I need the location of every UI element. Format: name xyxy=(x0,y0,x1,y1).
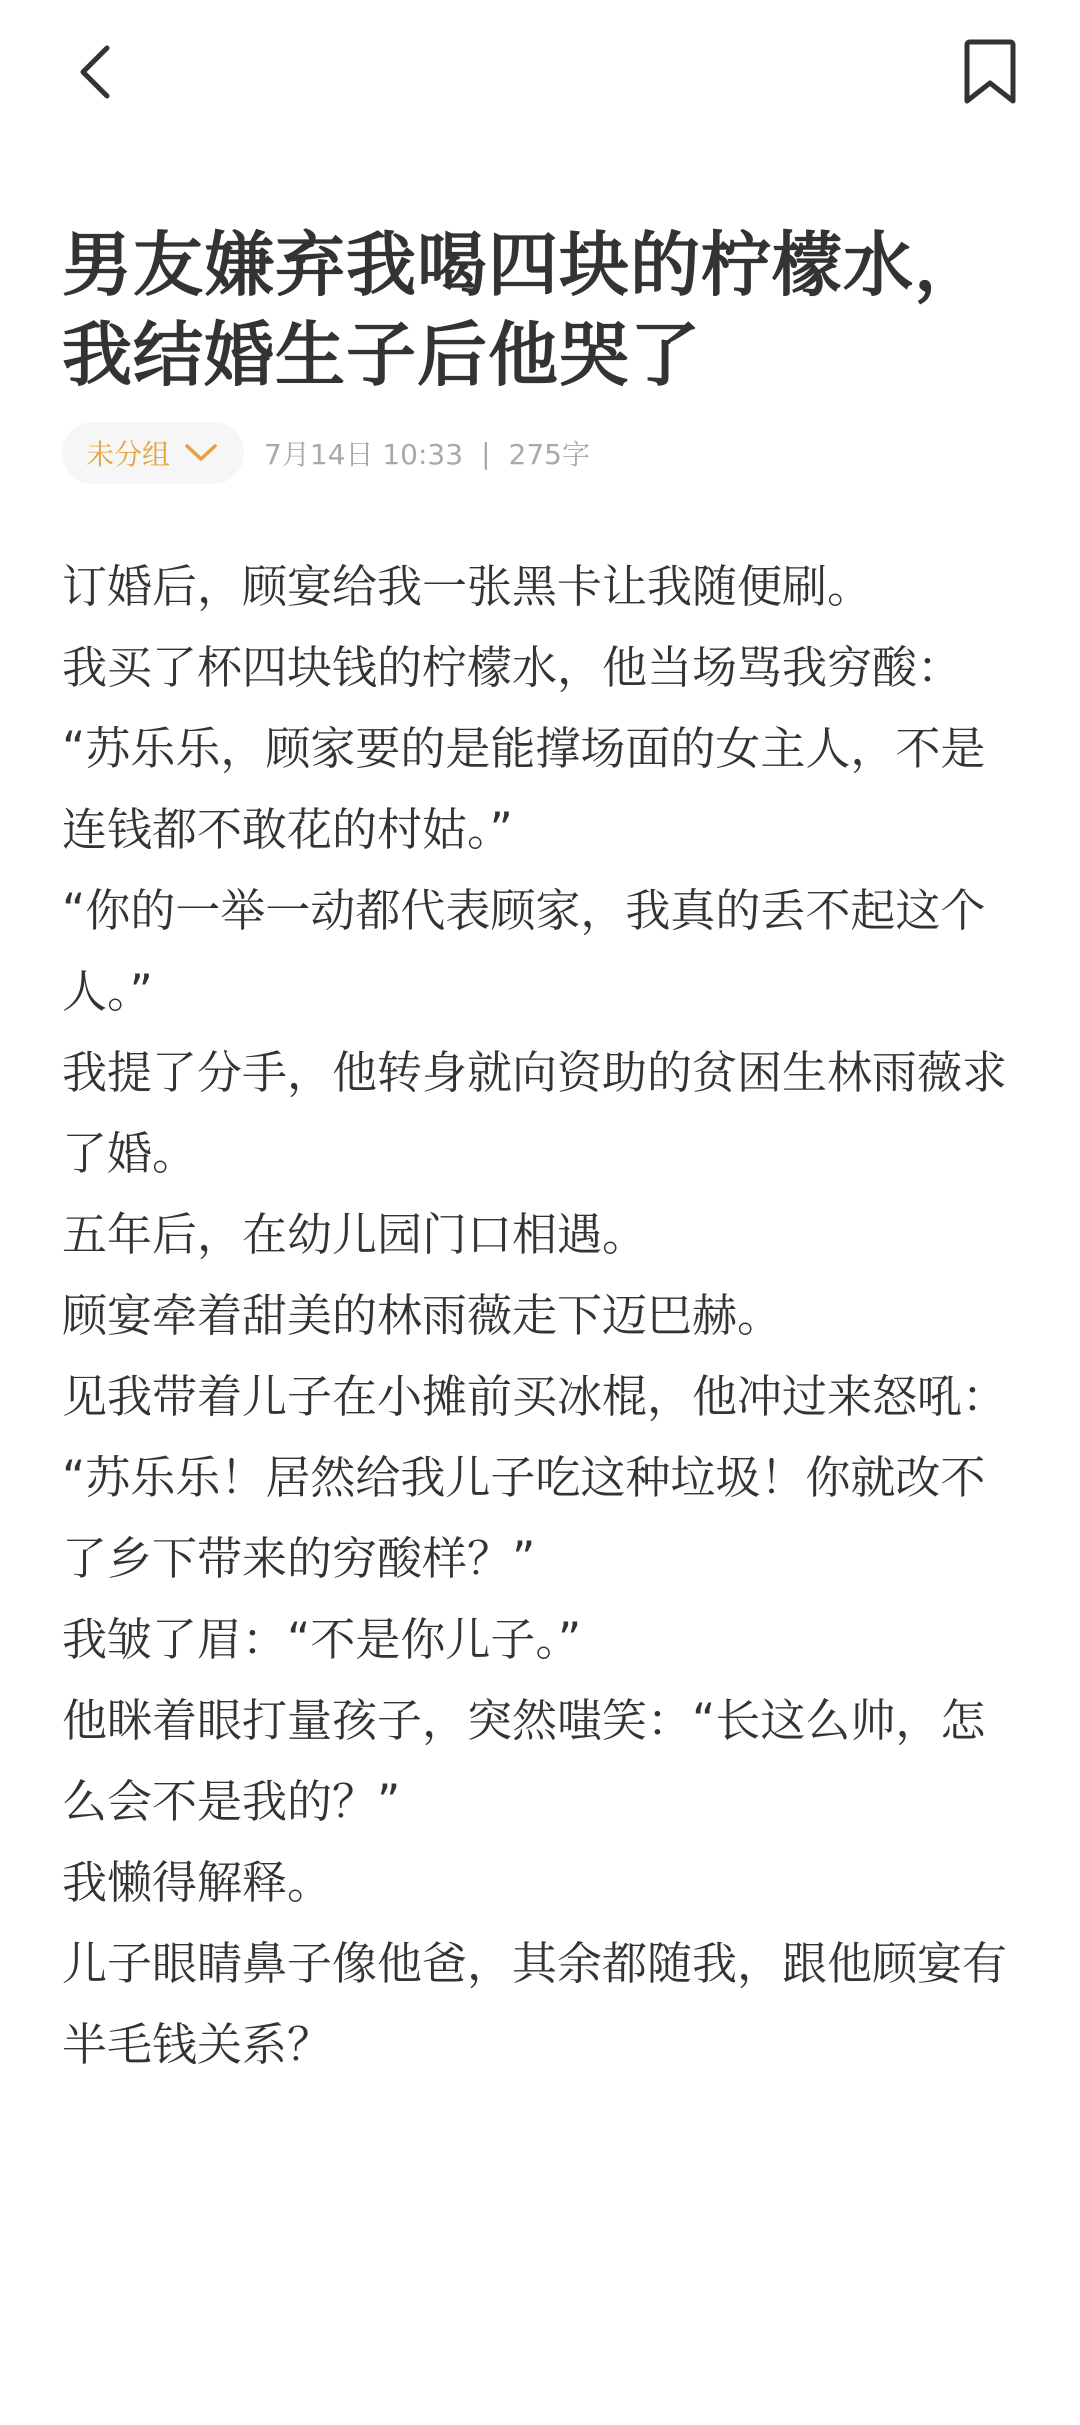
paragraph: 订婚后，顾宴给我一张黑卡让我随便刷。 xyxy=(62,560,873,613)
meta-row xyxy=(62,422,590,484)
meta-separator: | xyxy=(481,436,491,470)
paragraph: “苏乐乐，顾家要的是能撑场面的女主人，不是连钱都不敢花的村姑。” xyxy=(62,722,986,856)
bookmark-icon xyxy=(962,39,1018,105)
title-line-2: 我结婚生子后他哭了 xyxy=(62,314,701,396)
chevron-down-icon xyxy=(184,443,218,463)
paragraph: 顾宴牵着甜美的林雨薇走下迈巴赫。 xyxy=(62,1289,783,1342)
paragraph: 我买了杯四块钱的柠檬水，他当场骂我穷酸： xyxy=(62,641,963,694)
article-date: 7月14日 10:33 xyxy=(264,438,464,471)
paragraph: 儿子眼睛鼻子像他爸，其余都随我，跟他顾宴有半毛钱关系？ xyxy=(62,1937,1008,2071)
paragraph: 我皱了眉：“不是你儿子。” xyxy=(62,1613,582,1666)
paragraph: 见我带着儿子在小摊前买冰棍，他冲过来怒吼： xyxy=(62,1370,1008,1423)
paragraph: 我提了分手，他转身就向资助的贫困生林雨薇求了婚。 xyxy=(62,1046,1008,1180)
article-title xyxy=(62,220,1022,400)
paragraph: 我懒得解释。 xyxy=(62,1856,333,1909)
paragraph: “你的一举一动都代表顾家，我真的丢不起这个人。” xyxy=(62,884,986,1018)
paragraph: 五年后，在幼儿园门口相遇。 xyxy=(62,1208,648,1261)
bookmark-button[interactable] xyxy=(950,32,1030,112)
paragraph: “苏乐乐！居然给我儿子吃这种垃圾！你就改不了乡下带来的穷酸样？” xyxy=(62,1451,986,1585)
group-selector[interactable] xyxy=(62,422,244,484)
chevron-left-icon xyxy=(75,42,115,102)
word-count: 275字 xyxy=(508,438,590,471)
top-bar xyxy=(0,0,1080,150)
title-line-1: 男友嫌弃我喝四块的柠檬水， xyxy=(62,224,985,306)
back-button[interactable] xyxy=(60,32,130,112)
article-body xyxy=(62,546,1030,2085)
paragraph: 他眯着眼打量孩子，突然嗤笑：“长这么帅，怎么会不是我的？” xyxy=(62,1694,986,1828)
group-label: 未分组 xyxy=(86,438,171,471)
